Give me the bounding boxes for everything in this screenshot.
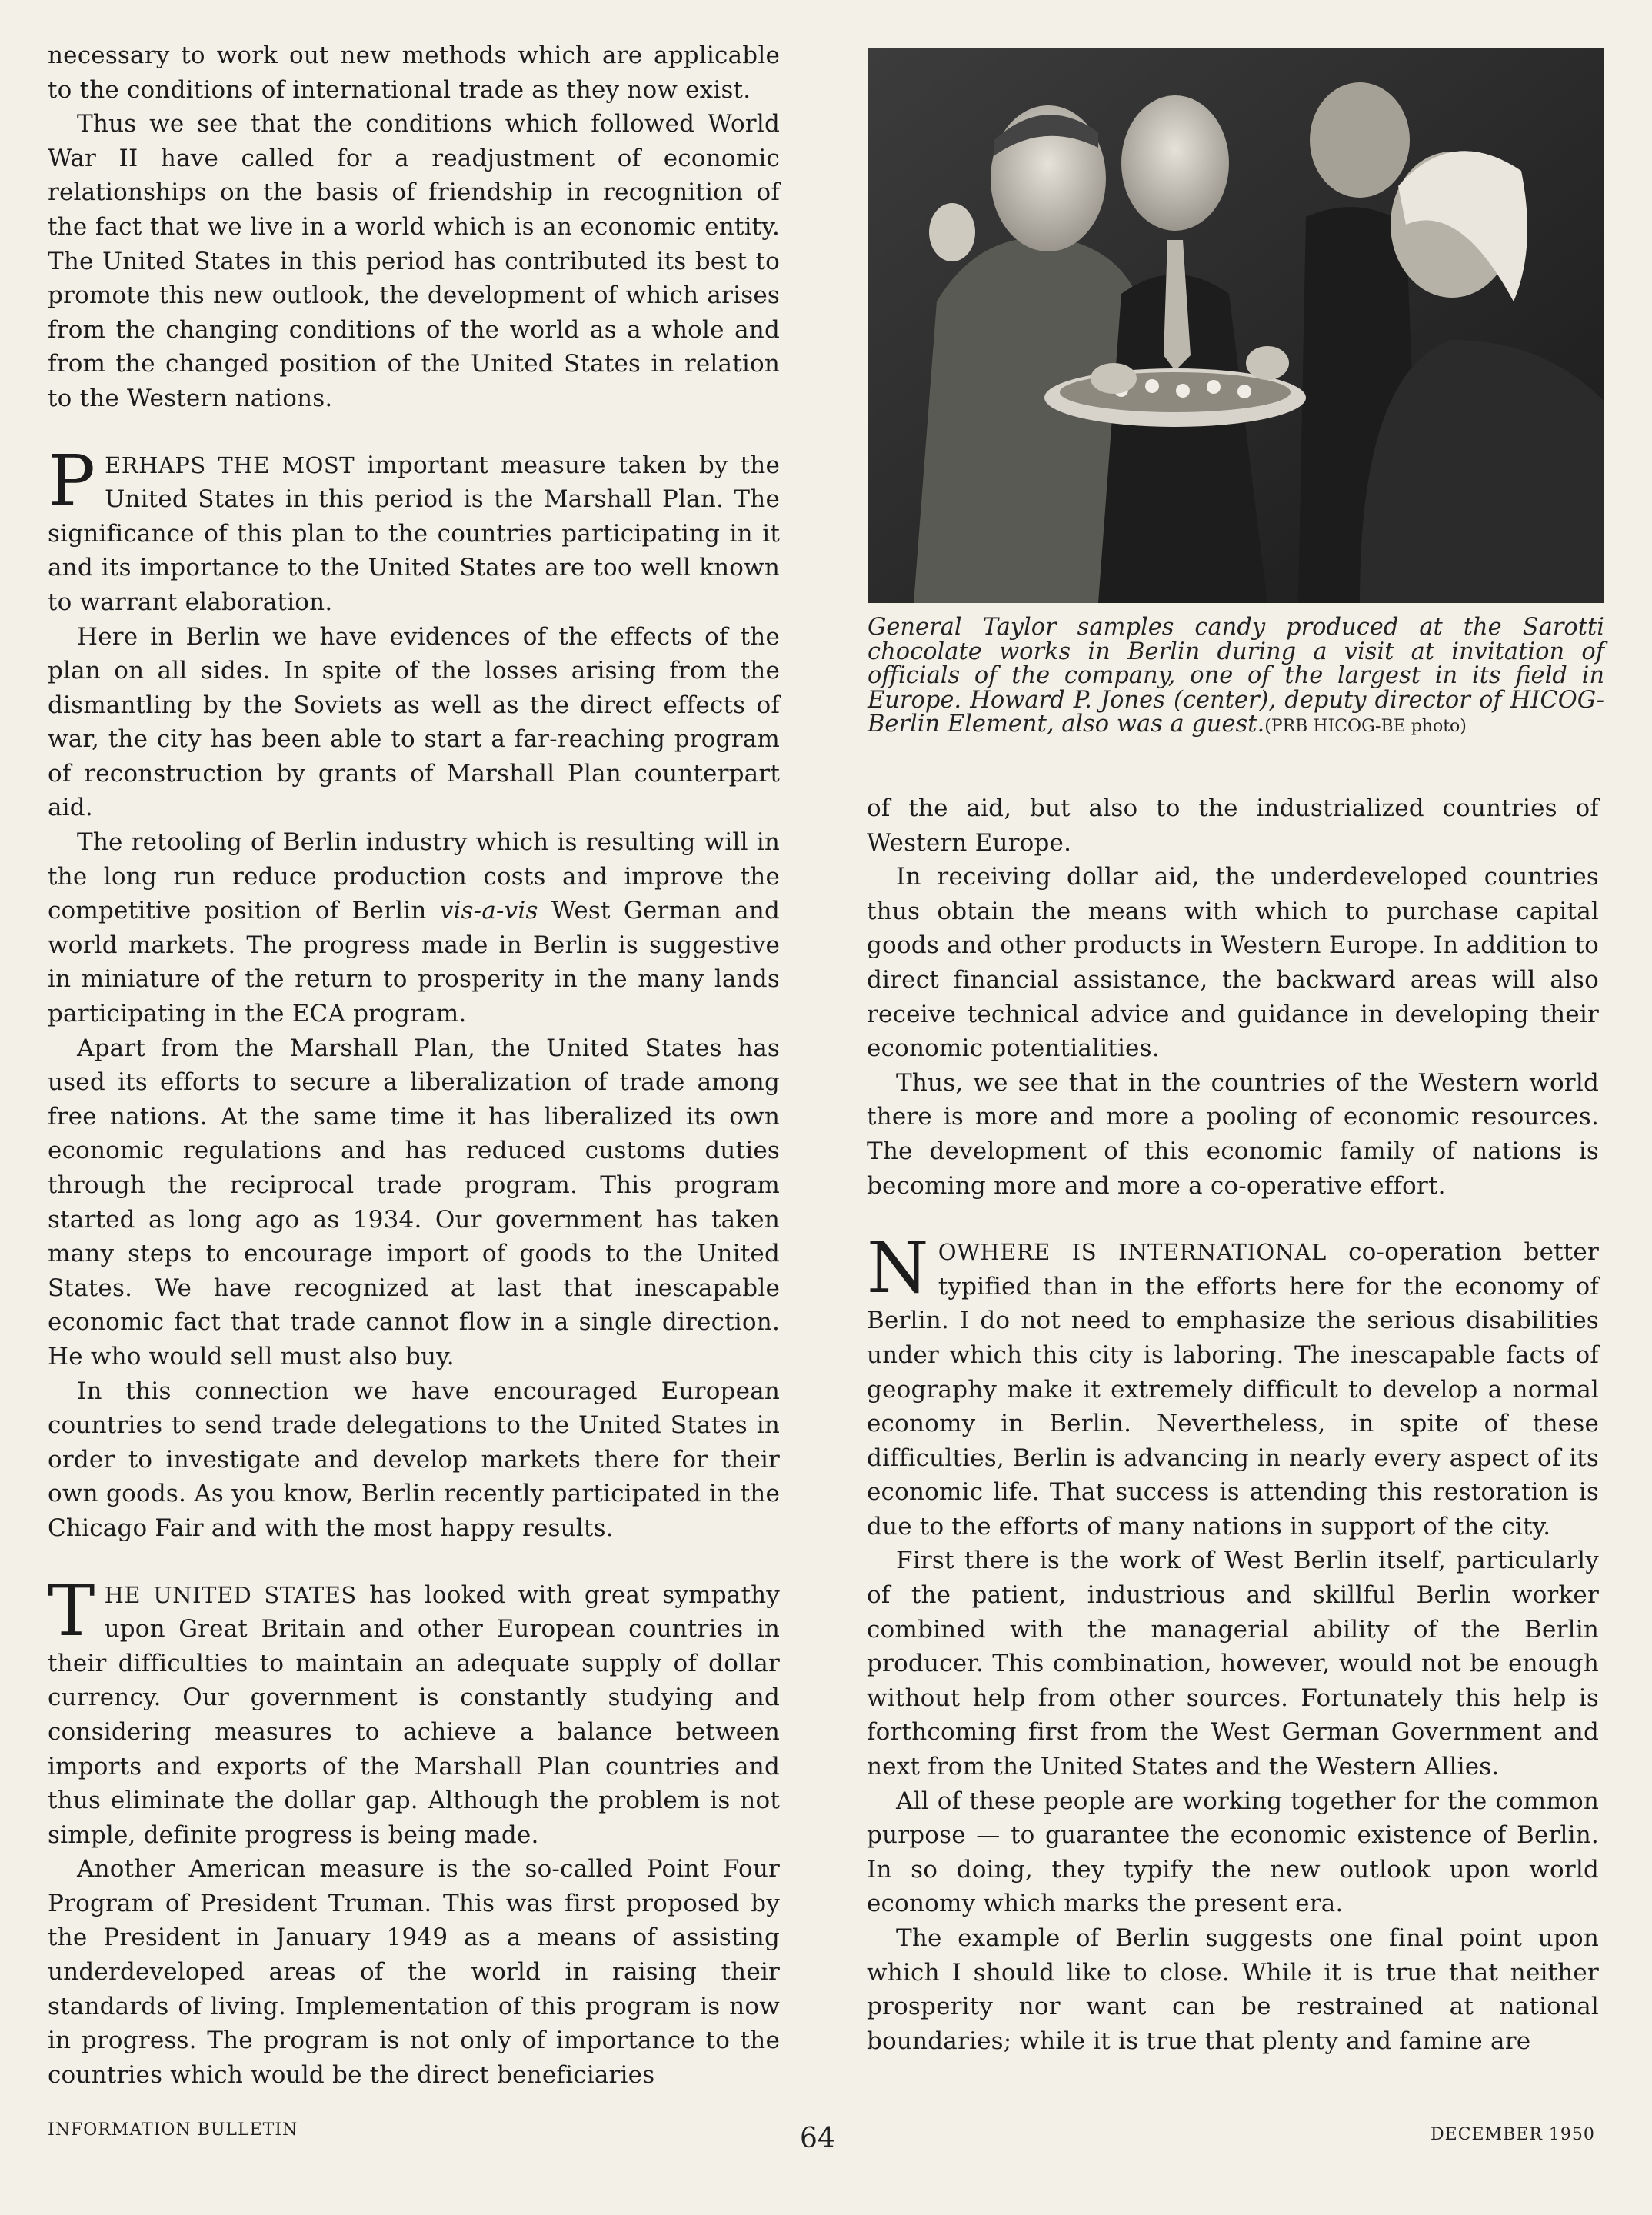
lead-in-caps: OWHERE IS INTERNATIONAL bbox=[938, 1239, 1327, 1266]
photo-credit: (PRB HICOG-BE photo) bbox=[1264, 717, 1467, 736]
paragraph: of the aid, but also to the industrialized countries of Western Europe. bbox=[867, 794, 1599, 857]
paragraph-text: important measure taken by the United States in this period is the Marshall Plan. The significance of this plan to the countries participating in it and its importance to the United States are too well known to warrant elaboration. bbox=[48, 451, 780, 616]
issue-date: DECEMBER 1950 bbox=[1431, 2125, 1595, 2144]
photo-illustration bbox=[868, 48, 1604, 603]
paragraph: Apart from the Marshall Plan, the United States has used its efforts to secure a liberalization of trade among free nations. At the same time it has liberalized its own economic regulations and has reduced customs duties through the reciprocal trade program. This program started as long ago as 1934. Our government has taken many steps to encourage import of goods to the United States. We have recognized at last that inescapable economic fact that trade cannot flow in a single direction. He who would sell must also buy. bbox=[48, 1034, 780, 1371]
paragraph: Thus we see that the conditions which followed World War II have called for a readjustment of economic relationships on the basis of friendship in recognition of the fact that we live in a world which is an economic entity. The United States in this period has contributed its best to promote this new outlook, the development of which arises from the changing conditions of the world as a whole and from the changed position of the United States in relation to the Western nations. bbox=[48, 110, 780, 412]
paragraph: The example of Berlin suggests one final point upon which I should like to close. While it is true that neither prosperity nor want can be restrained at national boundaries; while it is true that plenty and famine are bbox=[867, 1924, 1599, 2055]
publication-name: INFORMATION BULLETIN bbox=[48, 2120, 298, 2140]
paragraph: Thus, we see that in the countries of the Western world there is more and more a pooling of economic resources. The development of this economic family of nations is becoming more and more a co-operative effort. bbox=[867, 1068, 1599, 1200]
drop-cap: T bbox=[48, 1569, 95, 1652]
paragraph-dropcap bbox=[48, 439, 780, 620]
paragraph: In this connection we have encouraged European countries to send trade delegations to the United States in order to investigate and develop markets there for their own goods. As you know, Berlin recently participated in the Chicago Fair and with the most happy results. bbox=[48, 1377, 780, 1542]
paragraph: necessary to work out new methods which are applicable to the conditions of international trade as they now exist. bbox=[48, 42, 780, 104]
paragraph-text: West German and world markets. The progress made in Berlin is suggestive in miniature of the return to prosperity in the many lands participating in the ECA program. bbox=[48, 897, 780, 1028]
photo-caption bbox=[868, 615, 1604, 739]
paragraph-dropcap bbox=[867, 1227, 1599, 1544]
paragraph: In receiving dollar aid, the underdeveloped countries thus obtain the means with which to purchase capital goods and other products in Western Europe. In addition to direct financial assistance, the backward areas will also receive technical advice and guidance in developing their economic potentialities. bbox=[867, 863, 1599, 1063]
paragraph: First there is the work of West Berlin itself, particularly of the patient, industrious and skillful Berlin worker combined with the managerial ability of the Berlin producer. This combination, however, would not be enough without help from other sources. Fortunately this help is forthcoming first from the West German Government and next from the United States and the Western Allies. bbox=[867, 1547, 1599, 1781]
paragraph bbox=[48, 825, 780, 1031]
lead-in-caps: ERHAPS THE MOST bbox=[105, 451, 355, 478]
lead-in-caps: HE UNITED STATES bbox=[104, 1581, 357, 1608]
caption-text: General Taylor samples candy produced at the Sarotti chocolate works in Berlin during a visit at invitation of officials of the company, one of the largest in its field in Europe. Howard P. Jones (center), deputy director of HICOG-Berlin Element, also was a guest. bbox=[868, 614, 1604, 738]
paragraph: All of these people are working together for the common purpose — to guarantee the economic existence of Berlin. In so doing, they typify the new outlook upon world economy which marks the present era. bbox=[867, 1787, 1599, 1918]
italic-phrase: vis-a-vis bbox=[439, 897, 538, 925]
drop-cap: P bbox=[48, 439, 96, 522]
paragraph: Here in Berlin we have evidences of the effects of the plan on all sides. In spite of the losses arising from the dismantling by the Soviets as well as the direct effects of war, the city has been able to start a far-reaching program of reconstruction by grants of Marshall Plan counterpart aid. bbox=[48, 622, 780, 822]
news-photo bbox=[868, 48, 1604, 603]
paragraph-text: co-operation better typified than in the efforts here for the economy of Berlin. I do not need to emphasize the serious disabilities under which this city is laboring. The inescapable facts of geography make it extremely difficult to develop a normal economy in Berlin. Nevertheless, in spite of these difficulties, Berlin is advancing in nearly every aspect of its economic life. That success is attending this restoration is due to the efforts of many nations in support of the city. bbox=[867, 1238, 1599, 1541]
paragraph-text: has looked with great sympathy upon Great Britain and other European countries in their difficulties to maintain an adequate supply of dollar currency. Our government is constantly studying and considering measures to achieve a balance between imports and exports of the Marshall Plan countries and thus eliminate the dollar gap. Although the problem is not simple, definite progress is being made. bbox=[48, 1580, 780, 1849]
paragraph: Another American measure is the so-called Point Four Program of President Truman. This was first proposed by the President in January 1949 as a means of assisting underdeveloped areas of the world in raising their standards of living. Implementation of this program is now in progress. The program is not only of importance to the countries which would be the direct beneficiaries bbox=[48, 1855, 780, 2089]
paragraph-text: The retooling of Berlin industry which is resulting will in the long run reduce production costs and improve the competitive position of Berlin bbox=[48, 828, 780, 925]
right-text-column bbox=[867, 791, 1599, 2058]
paragraph-dropcap bbox=[48, 1569, 780, 1853]
page-number: 64 bbox=[800, 2123, 835, 2154]
drop-cap: N bbox=[867, 1227, 929, 1310]
left-text-column bbox=[48, 38, 780, 2092]
